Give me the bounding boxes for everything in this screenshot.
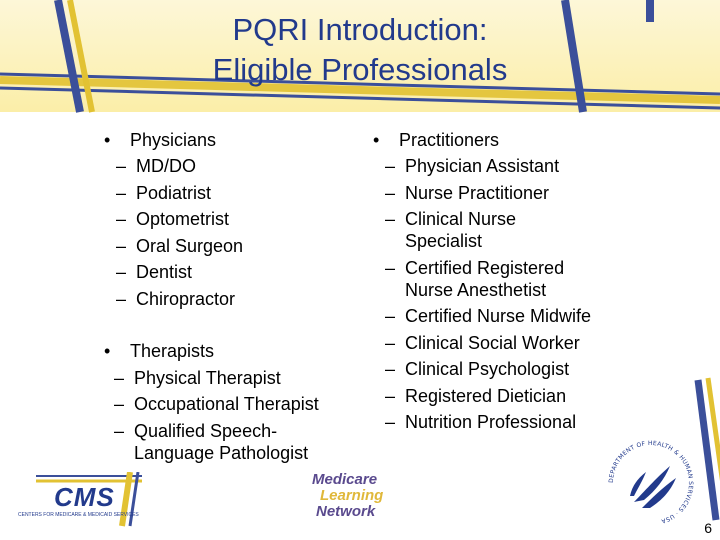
- list-item: – Certified Registered Nurse Anesthetist: [373, 257, 615, 301]
- therapists-heading: • Therapists: [104, 340, 379, 362]
- slide-title: [80, 10, 640, 90]
- list-item: – Clinical Nurse Specialist: [373, 208, 555, 252]
- cms-logo: [14, 472, 144, 528]
- list-item: – Nutrition Professional: [373, 411, 673, 433]
- physicians-heading: • Physicians: [104, 129, 364, 151]
- practitioners-section: [373, 129, 673, 433]
- list-item: – Optometrist: [104, 208, 364, 230]
- therapists-list: [104, 367, 379, 464]
- list-item: – Clinical Psychologist: [373, 358, 673, 380]
- mln-line-3: Network: [316, 503, 376, 520]
- list-item: – Podiatrist: [104, 182, 364, 204]
- page-number: 6: [704, 520, 712, 536]
- list-item: – Certified Nurse Midwife: [373, 305, 673, 327]
- svg-text:DEPARTMENT OF HEALTH & HUMAN S: [608, 440, 694, 525]
- list-item: – Physician Assistant: [373, 155, 673, 177]
- practitioners-list: [373, 155, 673, 433]
- list-item: – Clinical Social Worker: [373, 332, 673, 354]
- medicare-learning-network-logo: [312, 472, 412, 524]
- list-item: – MD/DO: [104, 155, 364, 177]
- mln-line-1: Medicare: [312, 471, 378, 488]
- hhs-seal-icon: [604, 436, 698, 530]
- list-item: – Oral Surgeon: [104, 235, 364, 257]
- list-item: – Qualified Speech-Language Pathologist: [104, 420, 330, 464]
- list-item: – Nurse Practitioner: [373, 182, 673, 204]
- cms-caption: CENTERS FOR MEDICARE & MEDICAID SERVICES: [18, 512, 139, 518]
- practitioners-heading: • Practitioners: [373, 129, 673, 151]
- therapists-section: [104, 340, 379, 464]
- title-line-1: PQRI Introduction:: [232, 12, 488, 47]
- list-item: – Dentist: [104, 261, 364, 283]
- list-item: – Chiropractor: [104, 288, 364, 310]
- physicians-section: [104, 129, 364, 310]
- title-line-2: Eligible Professionals: [212, 52, 508, 87]
- list-item: – Occupational Therapist: [104, 393, 379, 415]
- cms-wordmark: CMS: [54, 482, 115, 512]
- hhs-ring-text: DEPARTMENT OF HEALTH & HUMAN SERVICES · USA: [607, 439, 695, 525]
- list-item: – Physical Therapist: [104, 367, 379, 389]
- mln-line-2: Learning: [320, 487, 384, 504]
- physicians-list: [104, 155, 364, 310]
- list-item: – Registered Dietician: [373, 385, 673, 407]
